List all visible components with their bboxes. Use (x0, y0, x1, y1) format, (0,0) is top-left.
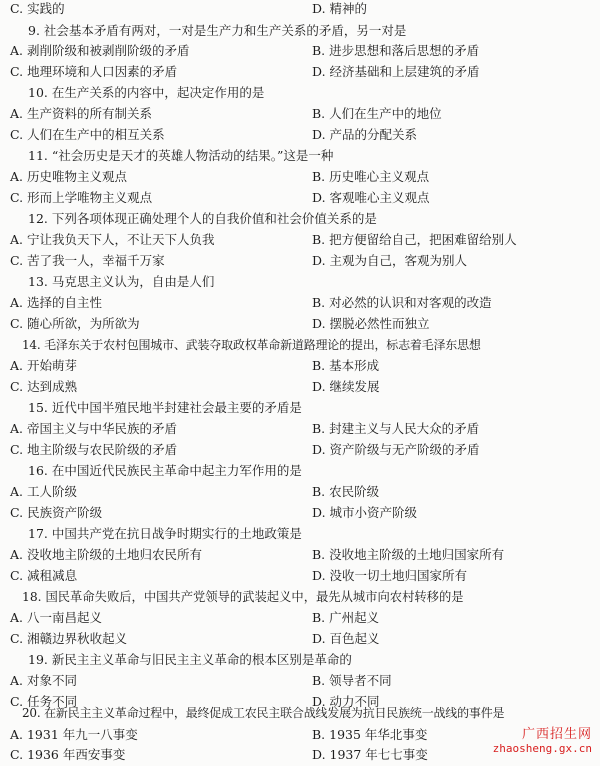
option-b: B. 人们在生产中的地位 (312, 106, 442, 121)
question-12-stem: 12. 下列各项体现正确处理个人的自我价值和社会价值关系的是 (28, 211, 377, 226)
option-c: C. 地理环境和人口因素的矛盾 (10, 64, 178, 79)
option-b: B. 广州起义 (312, 610, 380, 625)
question-14-stem: 14. 毛泽东关于农村包围城市、武装夺取政权革命新道路理论的提出，标志着毛泽东思想 (22, 338, 481, 352)
question-18-options-ab (0, 607, 600, 629)
option-d: D. 资产阶级与无产阶级的矛盾 (312, 442, 480, 457)
option-b: B. 历史唯心主义观点 (312, 169, 430, 184)
question-10-stem: 10. 在生产关系的内容中，起决定作用的是 (28, 85, 265, 100)
option-d: D. 继续发展 (312, 379, 380, 394)
question-12-options-cd (0, 250, 600, 272)
question-13-options-cd (0, 313, 600, 335)
option-c: C. 1936 年西安事变 (10, 747, 126, 762)
option-a: A. 剥削阶级和被剥削阶级的矛盾 (10, 43, 190, 58)
question-13-stem: 13. 马克思主义认为，自由是人们 (28, 274, 215, 289)
option-c: C. 实践的 (10, 1, 65, 16)
option-b: B. 进步思想和落后思想的矛盾 (312, 43, 480, 58)
option-d: D. 经济基础和上层建筑的矛盾 (312, 64, 480, 79)
question-16-stem: 16. 在中国近代民族民主革命中起主力军作用的是 (28, 463, 302, 478)
question-9-options-cd (0, 61, 600, 83)
question-9-options-ab (0, 40, 600, 62)
option-c: C. 地主阶级与农民阶级的矛盾 (10, 442, 178, 457)
option-c: C. 湘赣边界秋收起义 (10, 631, 128, 646)
question-11-options-ab (0, 166, 600, 188)
option-d: D. 城市小资产阶级 (312, 505, 418, 520)
question-19-options-ab (0, 670, 600, 692)
option-d: D. 客观唯心主义观点 (312, 190, 430, 205)
top-options-row (0, 0, 600, 20)
watermark-title: 广西招生网 (521, 727, 592, 742)
option-d: D. 主观为自己，客观为别人 (312, 253, 468, 268)
option-d: D. 百色起义 (312, 631, 380, 646)
option-c: C. 任务不同 (10, 694, 78, 709)
question-19-stem: 19. 新民主主义革命与旧民主主义革命的根本区别是革命的 (28, 652, 352, 667)
question-12-options-ab (0, 229, 600, 251)
option-d: D. 精神的 (312, 1, 368, 16)
option-c: C. 随心所欲，为所欲为 (10, 316, 140, 331)
question-11-stem: 11. “社会历史是天才的英雄人物活动的结果。”这是一种 (28, 148, 334, 163)
option-b: B. 农民阶级 (312, 484, 380, 499)
question-15-options-cd (0, 439, 600, 461)
question-18-stem: 18. 国民革命失败后，中国共产党领导的武装起义中，最先从城市向农村转移的是 (22, 590, 464, 604)
option-a: A. 没收地主阶级的土地归农民所有 (10, 547, 202, 562)
question-11-options-cd (0, 187, 600, 209)
option-a: A. 1931 年九一八事变 (10, 727, 138, 742)
question-9-stem: 9. 社会基本矛盾有两对，一对是生产力和生产关系的矛盾，另一对是 (28, 23, 407, 38)
option-c: C. 减租减息 (10, 568, 78, 583)
question-20-stem: 20. 在新民主主义革命过程中，最终促成工农民主联合战线发展为抗日民族统一战线的事件是 (22, 706, 505, 720)
question-15-options-ab (0, 418, 600, 440)
option-b: B. 封建主义与人民大众的矛盾 (312, 421, 480, 436)
option-b: B. 1935 年华北事变 (312, 727, 428, 742)
option-c: C. 达到成熟 (10, 379, 78, 394)
question-10-options-cd (0, 124, 600, 146)
question-15-stem: 15. 近代中国半殖民地半封建社会最主要的矛盾是 (28, 400, 302, 415)
question-16-options-ab (0, 481, 600, 503)
option-b: B. 对必然的认识和对客观的改造 (312, 295, 492, 310)
option-c: C. 形而上学唯物主义观点 (10, 190, 153, 205)
option-d: D. 1937 年七七事变 (312, 747, 428, 762)
option-a: A. 生产资料的所有制关系 (10, 106, 152, 121)
question-16-options-cd (0, 502, 600, 524)
option-c: C. 民族资产阶级 (10, 505, 103, 520)
option-d: D. 产品的分配关系 (312, 127, 418, 142)
question-17-options-cd (0, 565, 600, 587)
question-18-options-cd (0, 628, 600, 650)
option-b: B. 领导者不同 (312, 673, 392, 688)
question-10-options-ab (0, 103, 600, 125)
option-a: A. 帝国主义与中华民族的矛盾 (10, 421, 177, 436)
option-d: D. 摆脱必然性而独立 (312, 316, 430, 331)
question-13-options-ab (0, 292, 600, 314)
option-a: A. 对象不同 (10, 673, 77, 688)
option-a: A. 开始萌芽 (10, 358, 77, 373)
option-a: A. 宁让我负天下人，不让天下人负我 (10, 232, 215, 247)
option-a: A. 工人阶级 (10, 484, 77, 499)
option-c: C. 人们在生产中的相互关系 (10, 127, 165, 142)
question-14-options-ab (0, 355, 600, 377)
option-c: C. 苦了我一人，幸福千万家 (10, 253, 165, 268)
question-17-stem: 17. 中国共产党在抗日战争时期实行的土地政策是 (28, 526, 302, 541)
option-b: B. 没收地主阶级的土地归国家所有 (312, 547, 505, 562)
option-a: A. 八一南昌起义 (10, 610, 102, 625)
option-b: B. 基本形成 (312, 358, 380, 373)
option-d: D. 没收一切土地归国家所有 (312, 568, 468, 583)
question-17-options-ab (0, 544, 600, 566)
question-14-options-cd (0, 376, 600, 398)
option-d: D. 动力不同 (312, 694, 380, 709)
option-b: B. 把方便留给自己，把困难留给别人 (312, 232, 517, 247)
watermark-url: zhaosheng.gx.cn (492, 742, 592, 755)
option-a: A. 历史唯物主义观点 (10, 169, 127, 184)
option-a: A. 选择的自主性 (10, 295, 102, 310)
